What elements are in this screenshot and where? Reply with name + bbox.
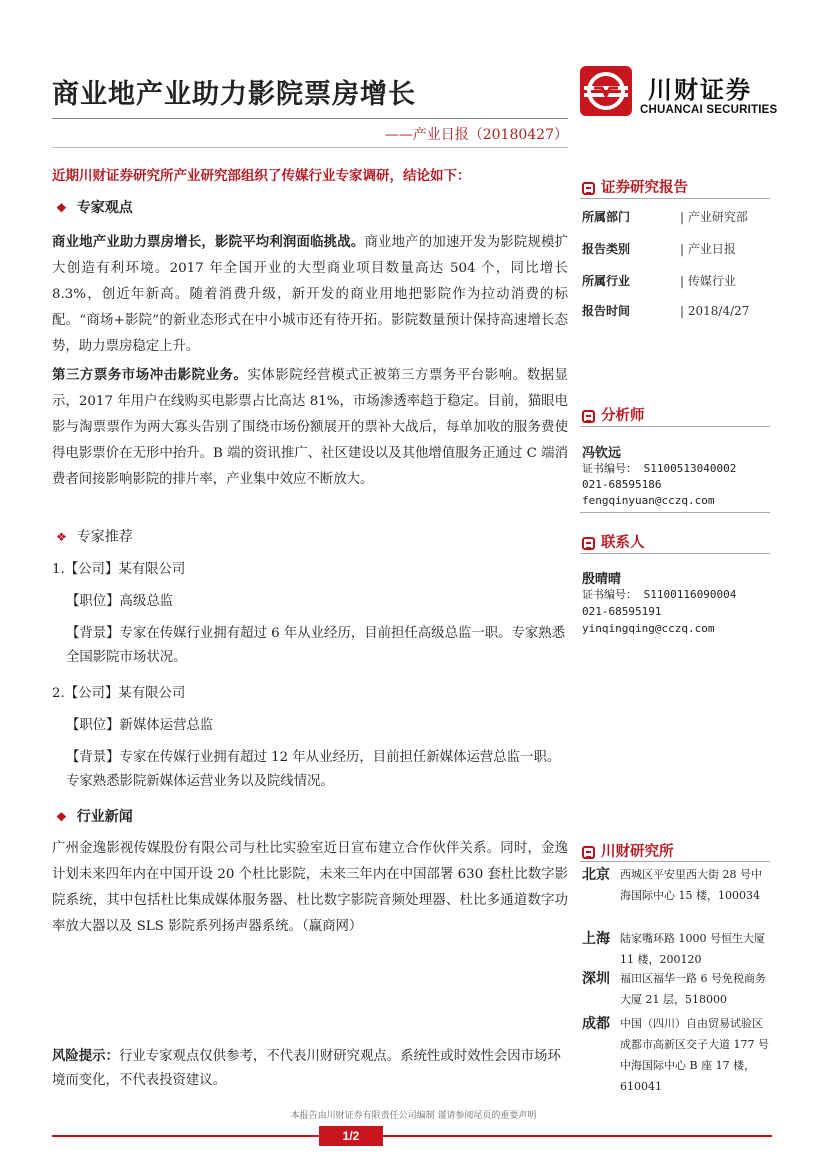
paragraph-lead: 商业地产业助力票房增长，影院平均利润面临挑战。 — [52, 234, 365, 250]
contact-name: 殷晴晴 — [582, 572, 622, 587]
office-city: 深圳 — [582, 971, 610, 987]
office-address: 陆家嘴环路 1000 号恒生大厦 11 楼，200120 — [620, 932, 765, 966]
footer-divider — [52, 1135, 772, 1137]
analyst-phone: 021-68595186 — [582, 478, 662, 491]
institute-icon — [582, 846, 595, 859]
office-address: 中国（四川）自由贸易试验区成都市高新区交子大道 177 号中海国际中心 B 座 17 楼，610041 — [620, 1017, 769, 1093]
sidebar-divider — [580, 426, 770, 427]
report-subtitle: ——产业日报（20180427） — [384, 127, 568, 143]
sidebar-analyst-heading: 分析师 — [582, 404, 645, 425]
risk-text: 行业专家观点仅供参考，不代表川财研究观点。系统性或时效性会因市场环境而变化，不代表投资建议。 — [52, 1049, 561, 1088]
office-city: 北京 — [582, 867, 610, 883]
sidebar-contact-heading: 联系人 — [582, 531, 645, 552]
subtitle-divider — [52, 147, 568, 148]
logo-text-en: CHUANCAI SECURITIES — [640, 104, 778, 116]
page-number: 1/2 — [319, 1126, 383, 1146]
contact-cert: 证书编号： S1100116090004 — [582, 588, 737, 601]
intro-text: 近期川财证券研究所产业研究部组织了传媒行业专家调研，结论如下： — [52, 168, 471, 184]
logo-mark — [580, 66, 632, 116]
expert-1-position: 【职位】高级总监 — [66, 594, 174, 609]
meta-row-date: 报告时间 | 2018/4/27 — [582, 304, 750, 318]
expert-2-background: 【背景】专家在传媒行业拥有超过 12 年从业经历，目前担任新媒体运营总监一职。专家熟悉影院新媒体运营业务以及院线情况。 — [66, 750, 561, 789]
section-heading-expert-view: ❖ 专家观点 — [56, 200, 133, 216]
risk-label: 风险提示： — [52, 1048, 119, 1064]
expert-2-company: 2.【公司】某有限公司 — [52, 686, 186, 701]
risk-note — [52, 1044, 568, 1093]
contact-email[interactable]: yinqingqing@cczq.com — [582, 622, 715, 635]
sidebar-divider — [580, 198, 770, 199]
diamond-bullet-icon: ❖ — [56, 201, 67, 215]
office-city: 上海 — [582, 931, 610, 947]
office-city: 成都 — [582, 1016, 610, 1032]
footer-disclaimer: 本报告由川财证券有限责任公司编制 谨请参阅尾页的重要声明 — [290, 1111, 537, 1121]
section-heading-expert-recommend: ❖ 专家推荐 — [56, 529, 133, 545]
page-title: 商业地产业助力影院票房增长 — [52, 79, 416, 110]
expert-1-background: 【背景】专家在传媒行业拥有超过 6 年从业经历，目前担任高级总监一职。专家熟悉全国影院市场状况。 — [66, 626, 566, 665]
sidebar-divider — [580, 512, 770, 513]
sidebar-divider — [580, 861, 770, 862]
logo-icon — [580, 66, 632, 116]
diamond-bullet-icon: ❖ — [56, 530, 67, 544]
sidebar-divider — [580, 553, 770, 554]
paragraph-body: 商业地产的加速开发为影院规模扩大创造有利环境。2017 年全国开业的大型商业项目数量高达 504 个，同比增长 8.3%，创近年新高。随着消费升级，新开发的商业用地把影院作为拉动消费的标配。“商场+影院”的新业态形式在中小城市还有待开拓。影院数量预计保持高速增长态势，助力票房稳定上升。 — [52, 235, 569, 354]
contact-icon — [582, 537, 595, 550]
expert-2-position: 【职位】新媒体运营总监 — [66, 718, 214, 733]
expert-1-company: 1.【公司】某有限公司 — [52, 562, 186, 577]
sidebar-report-heading: 证券研究报告 — [582, 176, 688, 197]
office-address: 西城区平安里西大街 28 号中海国际中心 15 楼，100034 — [620, 868, 762, 902]
section-heading-industry-news: ❖ 行业新闻 — [56, 809, 133, 825]
meta-row-category: 报告类别 | 产业日报 — [582, 242, 736, 256]
contact-phone: 021-68595191 — [582, 605, 662, 618]
office-address: 福田区福华一路 6 号免税商务大厦 21 层，518000 — [620, 972, 766, 1006]
paragraph-ticketing — [52, 362, 568, 493]
sidebar-institute-heading: 川财研究所 — [582, 840, 674, 861]
logo-text-cn: 川财证券 — [648, 76, 752, 104]
analyst-cert: 证书编号： S1100513040002 — [582, 462, 737, 475]
analyst-icon — [582, 410, 595, 423]
analyst-email[interactable]: fengqinyuan@cczq.com — [582, 494, 715, 507]
header-divider — [52, 118, 568, 119]
paragraph-lead: 第三方票务市场冲击影院业务。 — [52, 367, 248, 383]
paragraph-real-estate — [52, 229, 568, 360]
paragraph-body: 实体影院经营模式正被第三方票务平台影响。数据显示，2017 年用户在线购买电影票占比高达 81%，市场渗透率趋于稳定。目前，猫眼电影与淘票票作为两大寡头告别了围绕市场份额展开的票补大战后，每单加收的服务费使得电影票价在无形中抬升。B 端的资讯推广、社区建设以及其他增值服务正通过 C 端消费者间接影响影院的排片率，产业集中效应不断放大。 — [52, 368, 569, 487]
industry-news-text: 广州金逸影视传媒股份有限公司与杜比实验室近日宣布建立合作伙伴关系。同时，金逸计划未来四年内在中国开设 20 个杜比影院，未来三年内在中国部署 630 套杜比数字影院系统，其中包括杜比集成媒体服务器、杜比数字影院音频处理器、杜比多通道数字功率放大器以及 SLS 影院系列扬声器系统。（赢商网） — [52, 841, 568, 934]
analyst-name: 冯钦远 — [582, 446, 622, 461]
diamond-bullet-icon: ❖ — [56, 810, 67, 824]
meta-row-industry: 所属行业 | 传媒行业 — [582, 274, 736, 288]
report-icon — [582, 182, 595, 195]
meta-row-department: 所属部门 | 产业研究部 — [582, 210, 748, 224]
